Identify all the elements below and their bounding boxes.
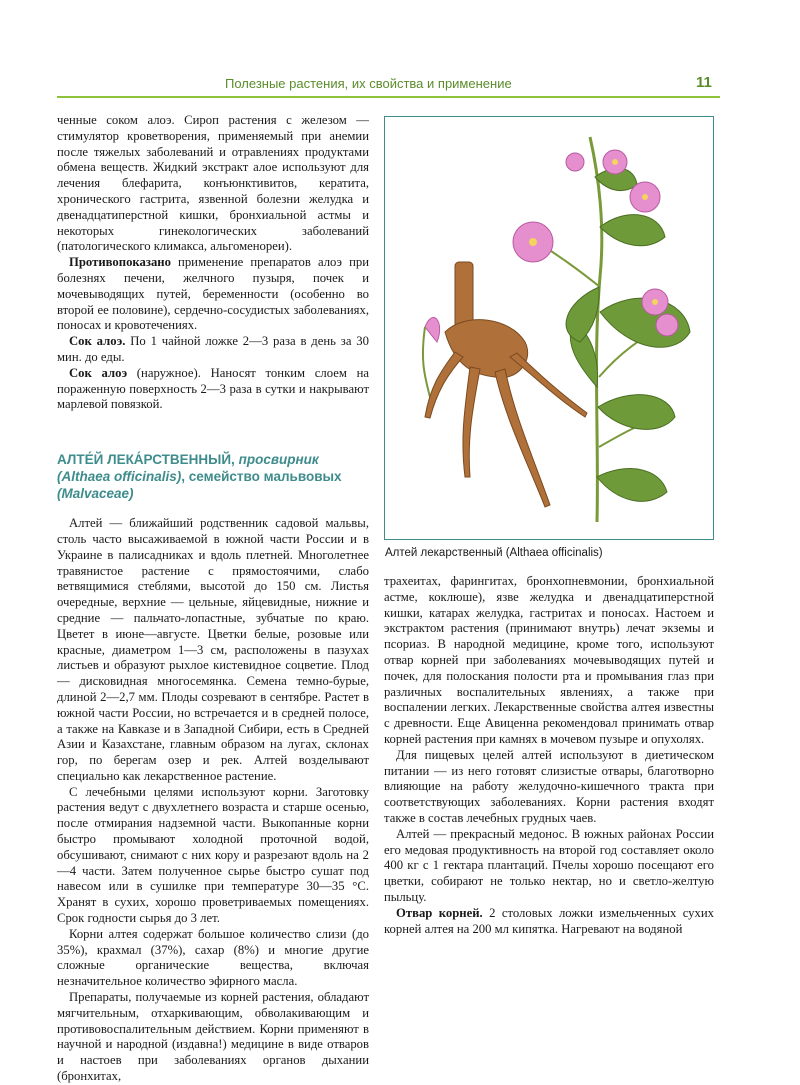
page-number: 11 bbox=[696, 74, 712, 91]
bold-lead: Сок алоэ bbox=[69, 365, 128, 380]
paragraph: Для пищевых целей алтей используют в диетическом питании — из него готовят слизистые отвары, благотворно влияющие на работу желудочно-кишечного тракта при соответствующих заболеваниях. Корни растения входят также в состав лечебных грудных чаев. bbox=[384, 747, 714, 825]
paragraph-text: (наружное). Наносят тонким слоем на пораженную поверхность 2—3 раза в сутки и накрывают марлевой повязкой. bbox=[57, 365, 370, 412]
left-column bbox=[57, 113, 369, 1085]
paragraph bbox=[384, 906, 714, 938]
bold-lead: Отвар корней. bbox=[396, 905, 483, 920]
paragraph-text: 2 столовых ложки измельченных сухих корней алтея на 200 мл кипятка. Нагревают на водяной bbox=[384, 905, 714, 936]
plant-family: , семейство мальвовых bbox=[181, 469, 342, 485]
header-rule bbox=[57, 96, 720, 98]
paragraph-text: По 1 чайной ложке 2—3 раза в день за 30 мин. до еды. bbox=[57, 334, 369, 364]
paragraph bbox=[57, 366, 369, 413]
plant-family-latin: (Malvaceae) bbox=[57, 486, 134, 502]
plant-name: АЛТЕ́Й ЛЕКА́РСТВЕННЫЙ, bbox=[57, 452, 235, 468]
paragraph: ченные соком алоэ. Сироп растения с железом — стимулятор кроветворения, применяемый при анемии после тяжелых заболеваний и отравлениях продуктами обмена веществ. Жидкий экстракт алое используют для лечения блефарита, конъюнктивитов, кератита, хронического гастрита, язвенной болезни желудка и двенадцатиперстной кишки, бронхиальной астмы и некоторых гинекологических заболеваний (патологического климакса, альгоменореи). bbox=[57, 113, 369, 254]
right-column bbox=[384, 574, 714, 937]
plant-alt-name: просвирник bbox=[238, 452, 319, 468]
section-heading bbox=[57, 451, 369, 502]
running-head-title: Полезные растения, их свойства и применение bbox=[225, 76, 512, 91]
paragraph: Корни алтея содержат большое количество слизи (до 35%), крахмал (37%), сахар (8%) и многие другие сложные органические вещества, включая незначительное количество эфирного масла. bbox=[57, 926, 369, 989]
althaea-illustration bbox=[385, 117, 712, 538]
paragraph: трахеитах, фарингитах, бронхопневмонии, бронхиальной астме, коклюше), язве желудка и двенадцатиперстной кишки, катарах желудка, гастритах и поносах. Настоем и экстрактом растения (принимают внутрь) лечат экземы и псориаз. В народной медицине, кроме того, используют отвар корней при заболеваниях мочевыводящих путей и почек, для полоскания полости рта и промывания глаз при различных воспалительных явлениях, а также при воспалении легких. Лекарственные свойства алтея известны с древности. Еще Авиценна рекомендовал принимать отвар корней растения при камнях в мочевом пузыре и опухолях. bbox=[384, 574, 714, 746]
paragraph-text: применение препаратов алоэ при болезнях печени, желчного пузыря, почек и мочевыводящих путей, беременности (особенно во второй ее половине), сердечно-сосудистых заболеваниях, поносах и кровотечениях. bbox=[57, 255, 369, 333]
paragraph: Алтей — прекрасный медонос. В южных районах России его медовая продуктивность на второй год составляет около 400 кг с 1 гектара плантаций. Пчелы хорошо посещают его цветки, собирают не только нектар, но и светло-желтую пыльцу. bbox=[384, 826, 714, 904]
paragraph: С лечебными целями используют корни. Заготовку растения ведут с двухлетнего возраста и старше осенью, после отмирания надземной части. Выкопанные корни быстро промывают холодной проточной водой, обсушивают, снимают с них кору и разрезают вдоль на 2—4 части. Затем полученное сырье быстро сушат под навесом или в сушилке при температуре 30—35 °С. Хранят в сухих, хорошо проветриваемых помещениях. Срок годности сырья до 3 лет. bbox=[57, 784, 369, 926]
paragraph: Препараты, получаемые из корней растения, обладают мягчительным, отхаркивающим, обволакивающим и противовоспалительным действием. Корни применяют в научной и народной (издавна!) медицине в виде отваров и настоев при заболеваниях органов дыхании (бронхитах, bbox=[57, 990, 369, 1084]
bold-lead: Противопоказано bbox=[69, 255, 171, 270]
paragraph: Алтей — ближайший родственник садовой мальвы, столь часто высаживаемой в южной части России и в Украине в палисадниках и вдоль плетней. Многолетнее травянистое растение с прямостоячими, слабо ветвящимися стеблями, высотой до 150 см. Листья очередные, верхние — цельные, яйцевидные, нижние и средние — пальчато-лопастные, зубчатые по краю. Цветет в июне—августе. Цветки белые, розовые или красные, диаметром 1—3 см, расположены в пазухах листьев и образуют рыхлое кистевидное соцветие. Плод — дисковидная многосемянка. Семена темно-бурые, длиной 2—2,7 мм. Плоды созревают в сентябре. Растет в южной части России, но встречается и в средней полосе, а также на Кавказе и в Западной Сибири, есть в Средней Азии и Казахстане, главным образом на лугах, склонах гор, по берегам озер и рек. Алтей возделывают специально как лекарственное растение. bbox=[57, 516, 369, 783]
bold-lead: Сок алоэ. bbox=[69, 334, 126, 349]
running-head bbox=[0, 74, 800, 102]
paragraph bbox=[57, 255, 369, 334]
paragraph bbox=[57, 334, 369, 366]
figure-caption: Алтей лекарственный (Althaea officinalis) bbox=[385, 547, 603, 559]
plant-latin-name: (Althaea officinalis) bbox=[57, 469, 182, 485]
figure-frame bbox=[384, 116, 714, 540]
